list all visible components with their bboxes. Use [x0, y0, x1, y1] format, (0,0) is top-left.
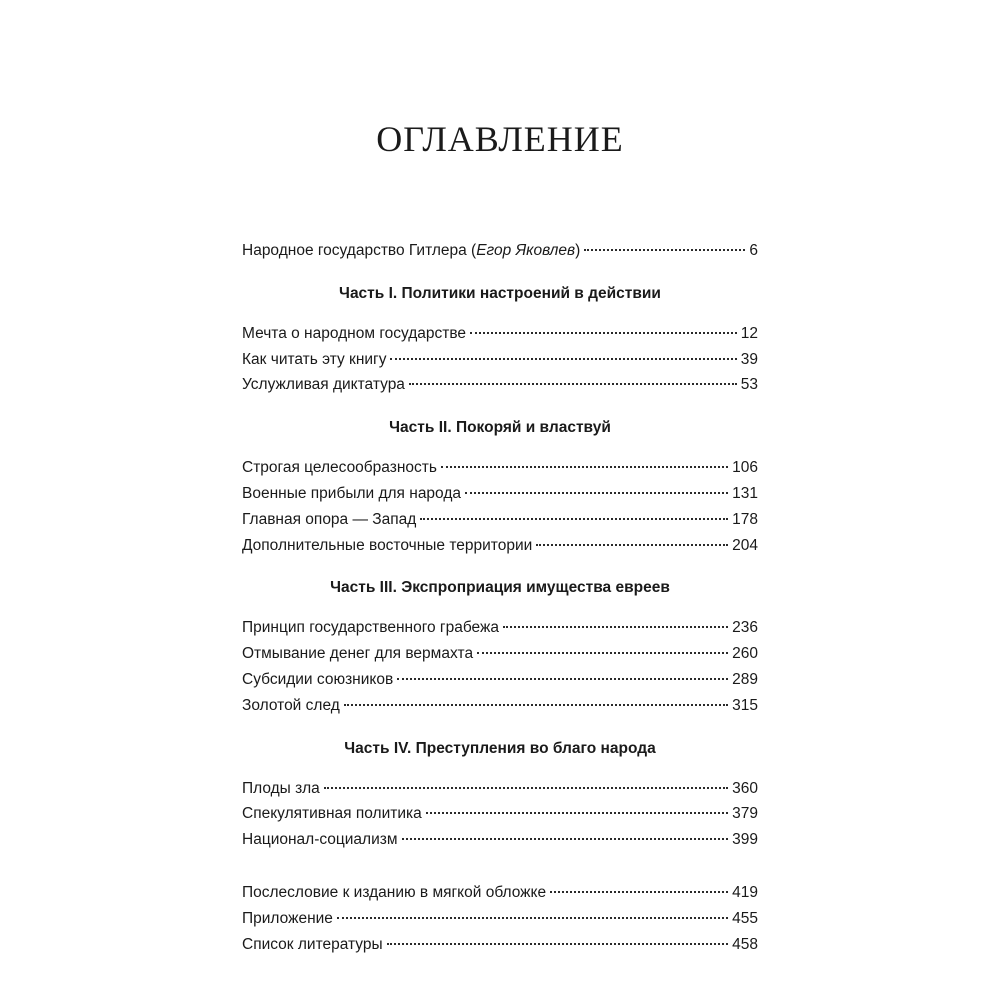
toc-entry-label: Строгая целесообразность	[242, 459, 437, 477]
toc-entry-label: Мечта о народном государстве	[242, 324, 467, 342]
toc-entry-label: Военные прибыли для народа	[242, 484, 461, 502]
part-heading: Часть IV. Преступления во благо народа	[344, 739, 656, 757]
toc-entry-label: Национал-социализм	[242, 831, 398, 849]
toc-entry-page: 399	[732, 831, 758, 849]
dot-leader	[397, 678, 728, 680]
toc-entry-label: Услужливая диктатура	[242, 376, 405, 394]
page-title: ОГЛАВЛЕНИЕ	[376, 119, 624, 159]
toc-entry	[242, 615, 758, 641]
dot-leader	[584, 249, 745, 251]
toc-entry-label: Дополнительные восточные территории	[242, 536, 533, 554]
toc-entry-label: Субсидии союзников	[242, 670, 394, 688]
toc-entry	[242, 827, 758, 853]
toc-entry	[242, 507, 758, 533]
toc-entry-page: 455	[732, 909, 758, 927]
table-of-contents	[242, 238, 758, 957]
toc-entry-author: Егор Яковлев	[476, 242, 576, 259]
toc-entry-page: 419	[732, 883, 758, 901]
toc-entry-label: Главная опора — Запад	[242, 510, 417, 528]
toc-entry-label: Как читать эту книгу	[242, 350, 387, 368]
toc-entry-label: Приложение	[242, 909, 333, 927]
toc-entry-label: Послесловие к изданию в мягкой обложке	[242, 883, 547, 901]
toc-entry-page: 360	[732, 779, 758, 797]
dot-leader	[344, 704, 728, 706]
toc-entry-page: 315	[732, 696, 758, 714]
toc-entry	[242, 932, 758, 958]
toc-entry-page: 458	[732, 935, 758, 953]
dot-leader	[337, 917, 728, 919]
toc-entry-label: Список литературы	[242, 935, 383, 953]
dot-leader	[465, 492, 728, 494]
part-heading: Часть III. Экспроприация имущества евреев	[330, 579, 670, 597]
toc-entry-page: 6	[749, 242, 758, 259]
toc-entry	[242, 372, 758, 398]
toc-entry-page: 204	[732, 536, 758, 554]
toc-entry	[242, 906, 758, 932]
toc-entry	[242, 455, 758, 481]
dot-leader	[390, 358, 736, 360]
toc-entry	[242, 801, 758, 827]
toc-entry	[242, 321, 758, 347]
dot-leader	[470, 332, 737, 334]
toc-entry-page: 106	[732, 459, 758, 477]
toc-entry-page: 39	[740, 350, 758, 368]
toc-entry-page: 379	[732, 805, 758, 823]
dot-leader	[503, 626, 728, 628]
toc-entry	[242, 481, 758, 507]
dot-leader	[387, 943, 728, 945]
toc-entry-label: Принцип государственного грабежа	[242, 619, 499, 637]
toc-entry-page: 53	[740, 376, 758, 394]
part-heading: Часть I. Политики настроений в действии	[339, 284, 661, 302]
toc-entry-label: Золотой след	[242, 696, 340, 714]
dot-leader	[420, 518, 728, 520]
toc-entry-label: Спекулятивная политика	[242, 805, 422, 823]
dot-leader	[402, 838, 729, 840]
toc-entry	[242, 533, 758, 559]
dot-leader	[409, 383, 737, 385]
part-heading: Часть II. Покоряй и властвуй	[389, 419, 611, 437]
toc-entry	[242, 347, 758, 373]
dot-leader	[441, 466, 728, 468]
dot-leader	[426, 812, 728, 814]
toc-entry-page: 12	[740, 324, 758, 342]
toc-entry	[242, 641, 758, 667]
dot-leader	[536, 544, 728, 546]
dot-leader	[324, 787, 728, 789]
toc-entry-page: 260	[732, 645, 758, 663]
toc-entry-page: 289	[732, 670, 758, 688]
toc-entry-label: Отмывание денег для вермахта	[242, 645, 474, 663]
toc-entry-label: Плоды зла	[242, 779, 320, 797]
toc-entry	[242, 776, 758, 802]
toc-entry-page: 131	[732, 484, 758, 502]
toc-entry-intro	[242, 238, 758, 264]
toc-entry	[242, 667, 758, 693]
toc-entry-label: Народное государство Гитлера (Егор Яковлев)	[242, 242, 581, 259]
dot-leader	[550, 891, 728, 893]
dot-leader	[477, 652, 728, 654]
toc-entry-page: 178	[732, 510, 758, 528]
toc-entry-page: 236	[732, 619, 758, 637]
toc-entry	[242, 693, 758, 719]
toc-entry	[242, 880, 758, 906]
